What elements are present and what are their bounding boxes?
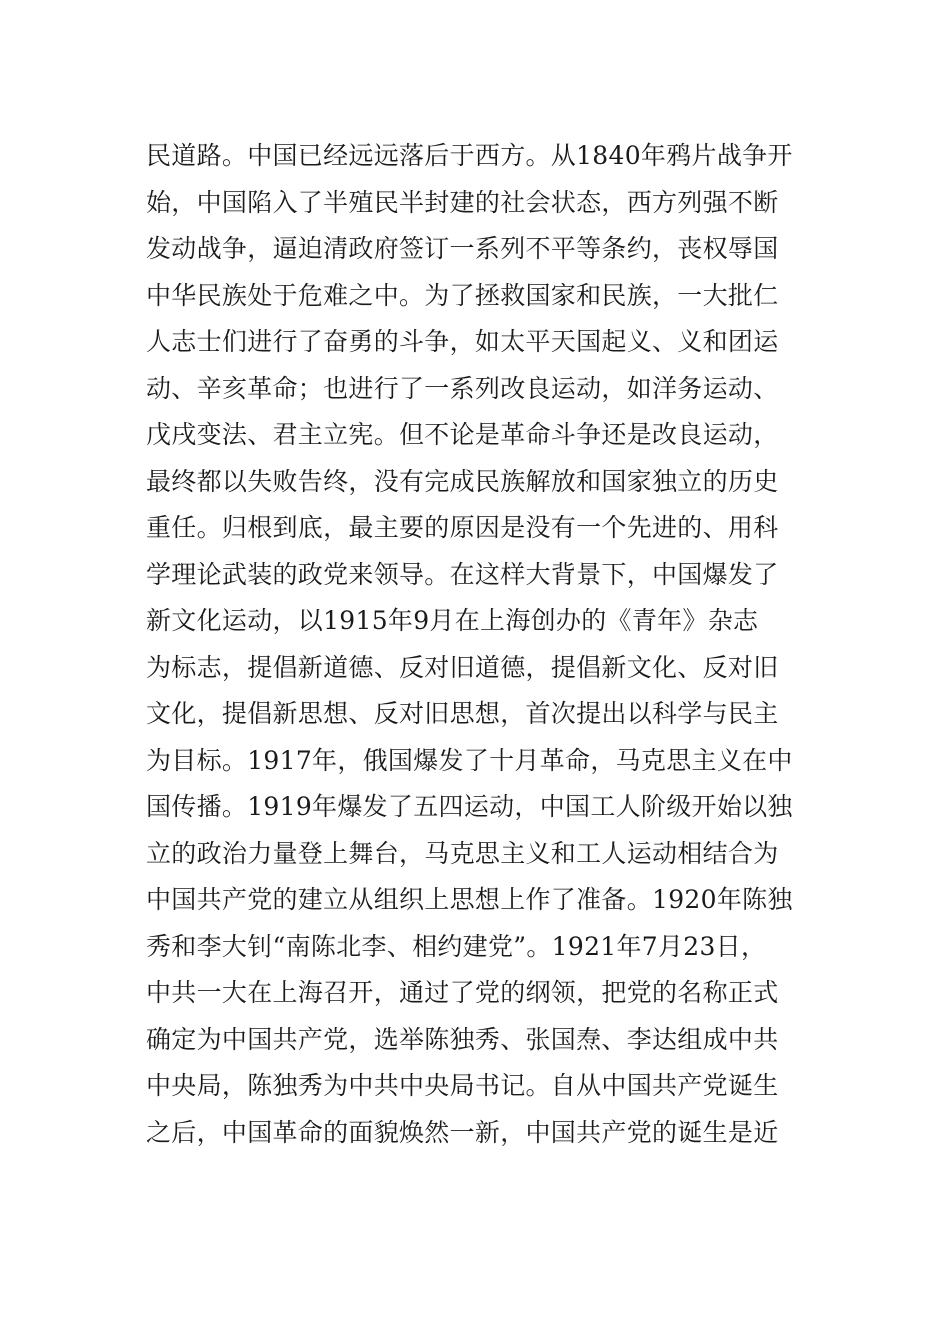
text-line: 民道路。中国已经远远落后于西方。从1840年鸦片战争开 bbox=[146, 141, 793, 170]
text-line: 立的政治力量登上舞台，马克思主义和工人运动相结合为 bbox=[146, 838, 779, 868]
text-line: 国传播。1919年爆发了五四运动，中国工人阶级开始以独 bbox=[146, 792, 793, 821]
text-line: 戊戌变法、君主立宪。但不论是革命斗争还是改良运动， bbox=[146, 420, 779, 449]
text-line: 学理论武装的政党来领导。在这样大背景下，中国爆发了 bbox=[146, 559, 779, 589]
text-line: 动、辛亥革命；也进行了一系列改良运动，如洋务运动、 bbox=[146, 373, 779, 403]
text-line: 中华民族处于危难之中。为了拯救国家和民族，一大批仁 bbox=[146, 280, 779, 310]
text-line: 确定为中国共产党，选举陈独秀、张国焘、李达组成中共 bbox=[146, 1024, 779, 1054]
text-line: 人志士们进行了奋勇的斗争，如太平天国起义、义和团运 bbox=[146, 327, 779, 356]
text-line: 始，中国陷入了半殖民半封建的社会状态，西方列强不断 bbox=[146, 187, 779, 217]
text-line: 为目标。1917年，俄国爆发了十月革命，马克思主义在中 bbox=[146, 745, 793, 775]
text-line: 秀和李大钊“南陈北李、相约建党”。1921年7月23日， bbox=[146, 931, 767, 961]
body-paragraph bbox=[146, 133, 836, 1156]
text-line: 之后，中国革命的面貌焕然一新，中国共产党的诞生是近 bbox=[146, 1117, 779, 1147]
text-line: 重任。归根到底，最主要的原因是没有一个先进的、用科 bbox=[146, 513, 779, 542]
text-line: 最终都以失败告终，没有完成民族解放和国家独立的历史 bbox=[146, 466, 779, 496]
text-line: 为标志，提倡新道德、反对旧道德，提倡新文化、反对旧 bbox=[146, 652, 779, 682]
text-line: 文化，提倡新思想、反对旧思想，首次提出以科学与民主 bbox=[146, 699, 779, 728]
text-line: 中国共产党的建立从组织上思想上作了准备。1920年陈独 bbox=[146, 885, 793, 914]
text-line: 中央局，陈独秀为中共中央局书记。自从中国共产党诞生 bbox=[146, 1071, 779, 1100]
text-line: 新文化运动，以1915年9月在上海创办的《青年》杂志 bbox=[146, 606, 759, 635]
text-line: 中共一大在上海召开，通过了党的纲领，把党的名称正式 bbox=[146, 978, 779, 1007]
text-line: 发动战争，逼迫清政府签订一系列不平等条约，丧权辱国 bbox=[146, 234, 779, 263]
